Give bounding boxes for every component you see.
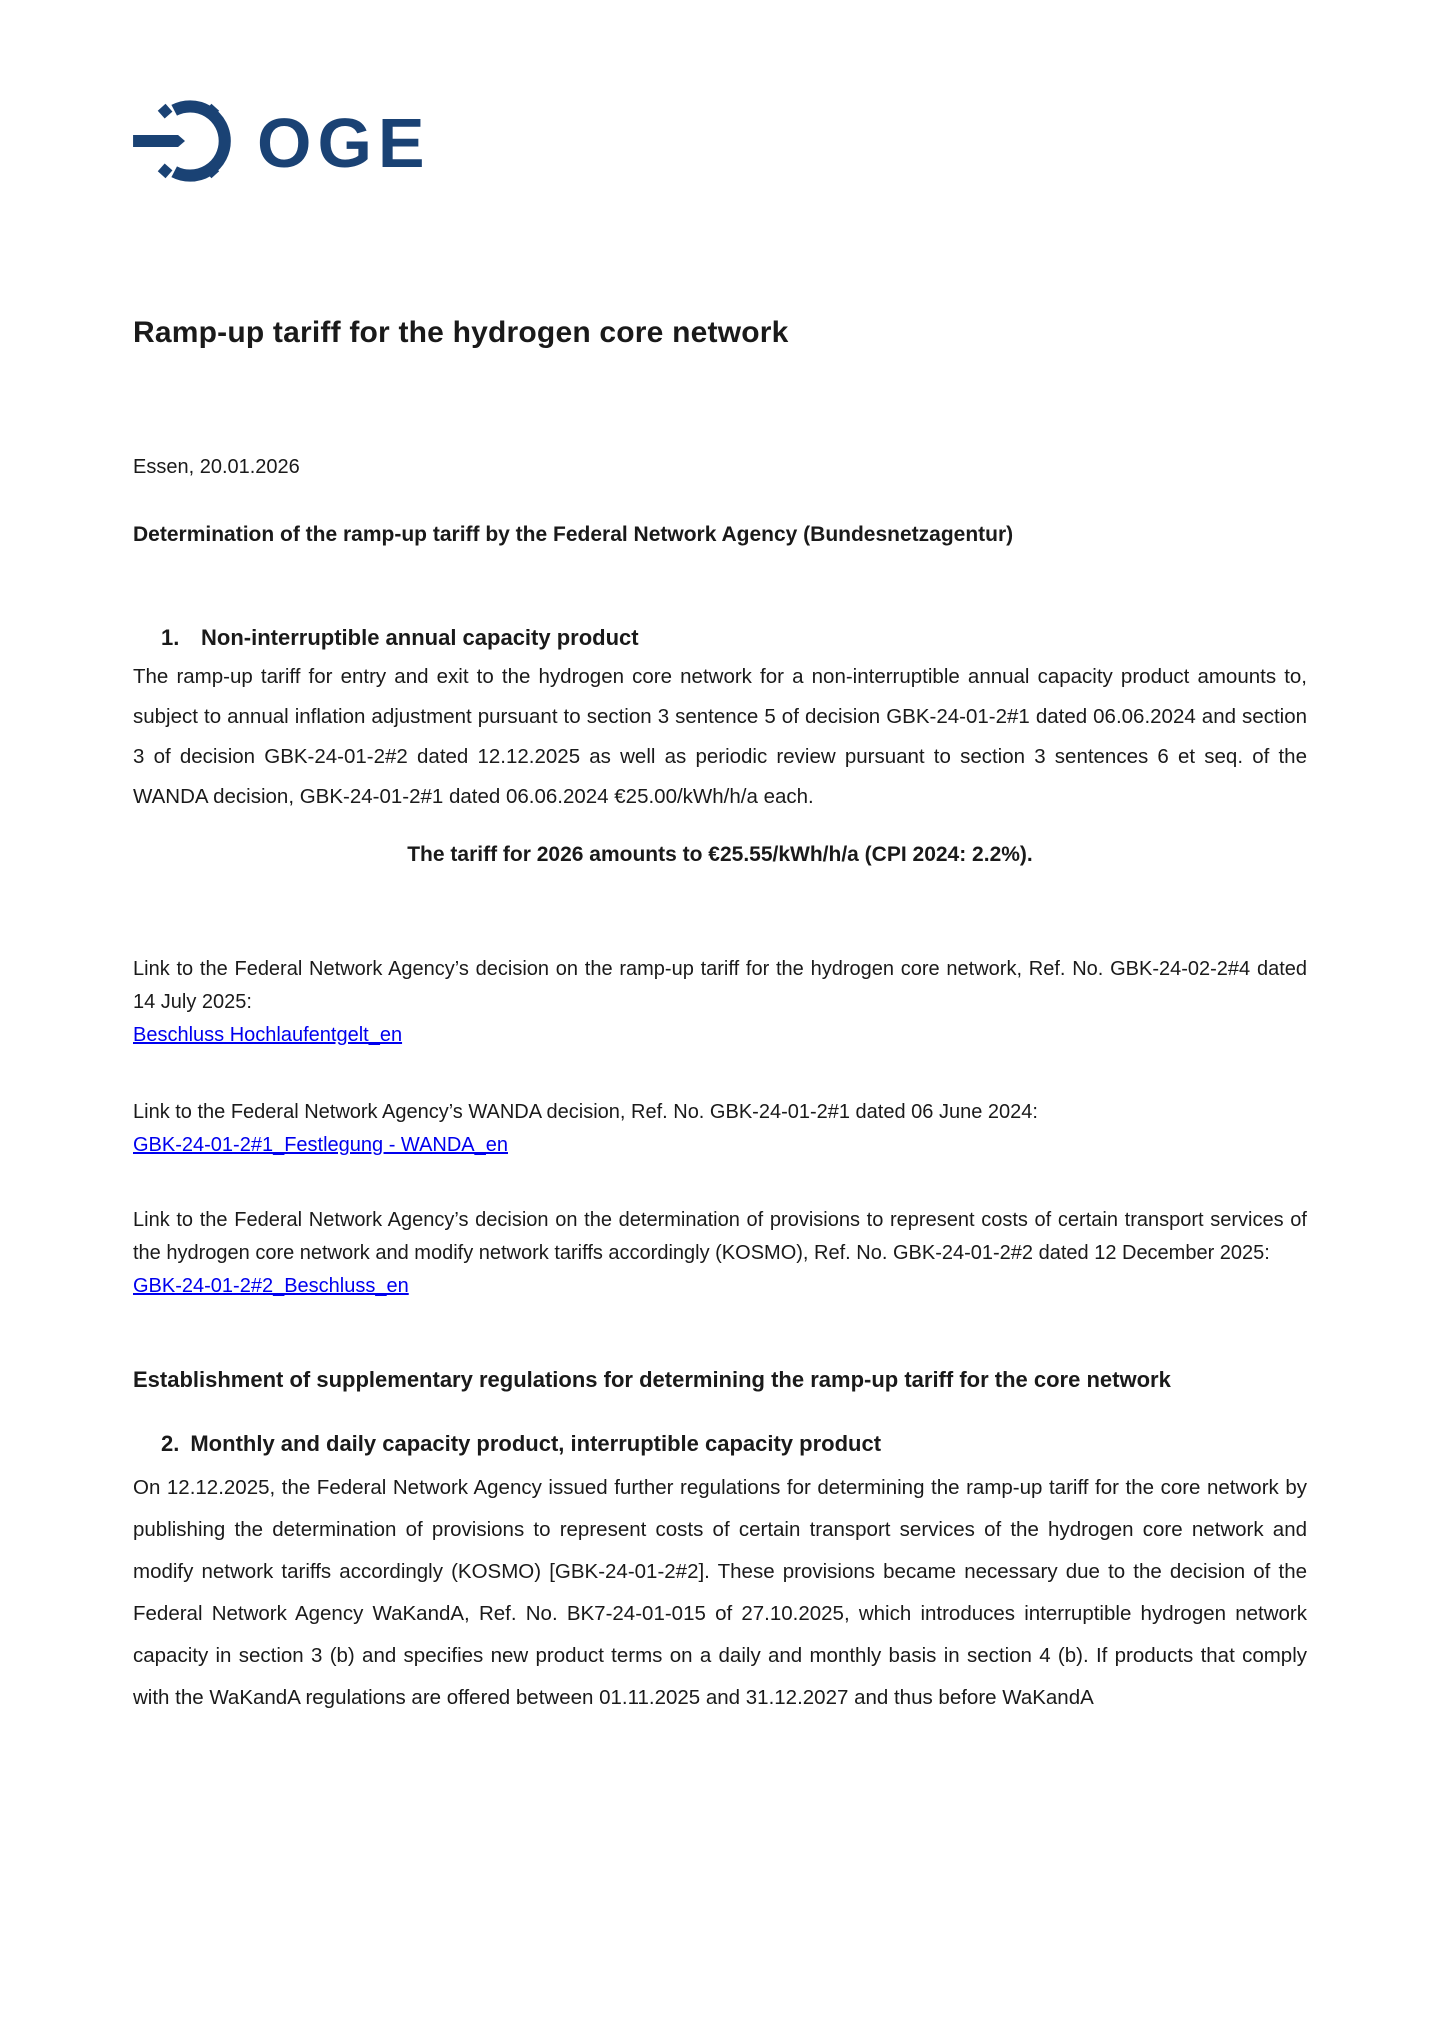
link-kosmo-beschluss[interactable]: GBK-24-01-2#2_Beschluss_en: [133, 1275, 409, 1297]
subject-heading: Determination of the ramp-up tariff by the Federal Network Agency (Bundesnetzagentur): [133, 523, 1014, 546]
section-1-heading-label: Non-interruptible annual capacity product: [201, 625, 639, 650]
link-intro: Link to the Federal Network Agency’s decision on the determination of provisions to represent costs of certain transport services of the hydrogen core network and modify network tariffs accordingly (KOSMO), Ref. No. GBK-24-01-2#2 dated 12 December 2025:: [133, 1209, 1307, 1264]
oge-logo: [0, 0, 1440, 186]
link-beschluss-hochlaufentgelt[interactable]: Beschluss Hochlaufentgelt_en: [133, 1024, 403, 1046]
section-2-heading: [133, 1431, 1307, 1457]
link-block-hochlaufentgelt: [133, 953, 1307, 1052]
page-title: Ramp-up tariff for the hydrogen core network: [133, 316, 789, 349]
link-wanda-festlegung[interactable]: GBK-24-01-2#1_Festlegung - WANDA_en: [133, 1134, 508, 1156]
oge-pipe-ring-icon: [133, 96, 237, 186]
section-2-paragraph: On 12.12.2025, the Federal Network Agency issued further regulations for determining the ramp-up tariff for the core network by publishing the determination of provisions to represent costs of certain transport services of the hydrogen core network and modify network tariffs accordingly (KOSMO) [GBK-24-01-2#2]. These provisions became necessary due to the decision of the Federal Network Agency WaKandA, Ref. No. BK7-24-01-015 of 27.10.2025, which introduces interruptible hydrogen network capacity in section 3 (b) and specifies new product terms on a daily and monthly basis in section 4 (b). If products that comply with the WaKandA regulations are offered between 01.11.2025 and 31.12.2027 and thus before WaKandA: [133, 1476, 1307, 1709]
link-block-kosmo: [133, 1204, 1307, 1303]
section-1-paragraph: The ramp-up tariff for entry and exit to the hydrogen core network for a non-interruptible annual capacity product amounts to, subject to annual inflation adjustment pursuant to section 3 sentence 5 of decision GBK-24-01-2#1 dated 06.06.2024 and section 3 of decision GBK-24-01-2#2 dated 12.12.2025 as well as periodic review pursuant to section 3 sentences 6 et seq. of the WANDA decision, GBK-24-01-2#1 dated 06.06.2024 €25.00/kWh/h/a each.: [133, 665, 1307, 808]
section-2-number: 2.: [161, 1431, 180, 1456]
link-intro: Link to the Federal Network Agency’s decision on the ramp-up tariff for the hydrogen core network, Ref. No. GBK-24-02-2#4 dated 14 July 2025:: [133, 958, 1307, 1013]
oge-logo-text: OGE: [257, 104, 431, 182]
section-1-heading: [133, 625, 1307, 651]
section-1-number: 1.: [161, 625, 180, 650]
dateline: Essen, 20.01.2026: [133, 456, 300, 478]
tariff-highlight: The tariff for 2026 amounts to €25.55/kWh/h/a (CPI 2024: 2.2%).: [407, 843, 1033, 866]
section-2-heading-label: Monthly and daily capacity product, interruptible capacity product: [190, 1431, 882, 1456]
supplementary-regulations-heading: Establishment of supplementary regulations for determining the ramp-up tariff for the core network: [133, 1367, 1171, 1392]
link-intro: Link to the Federal Network Agency’s WANDA decision, Ref. No. GBK-24-01-2#1 dated 06 June 2024:: [133, 1101, 1038, 1123]
link-block-wanda: [133, 1096, 1307, 1162]
